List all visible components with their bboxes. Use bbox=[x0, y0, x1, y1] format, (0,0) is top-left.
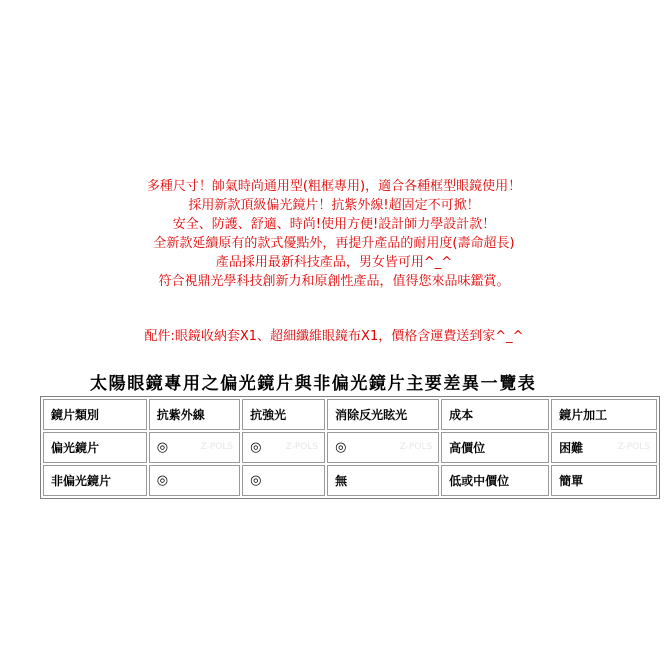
double-circle-mark: ◎ bbox=[250, 473, 262, 488]
cell-glare-resistance bbox=[242, 465, 325, 496]
header-lens-processing: 鏡片加工 bbox=[551, 399, 657, 430]
cell-reflection-removal: 無 bbox=[327, 465, 439, 496]
table-header-row bbox=[43, 399, 657, 430]
table-row bbox=[43, 465, 657, 496]
double-circle-mark: ◎ bbox=[156, 473, 169, 488]
double-circle-mark: ◎ bbox=[156, 440, 169, 455]
header-cost: 成本 bbox=[441, 399, 549, 430]
header-glare-resistance: 抗強光 bbox=[242, 399, 325, 430]
promo-line: 產品採用最新科技產品，男女皆可用^_^ bbox=[215, 255, 453, 270]
cell-reflection-removal bbox=[327, 432, 439, 463]
watermark-text: Z-POLS bbox=[399, 442, 433, 452]
accessories-note: 配件:眼鏡收納套X1、超細纖維眼鏡布X1，價格含運費送到家^_^ bbox=[144, 329, 524, 344]
header-uv-protection: 抗紫外線 bbox=[149, 399, 240, 430]
lens-comparison-table bbox=[40, 396, 660, 499]
cell-lens-type: 偏光鏡片 bbox=[43, 432, 147, 463]
promo-line: 全新款延續原有的款式優點外，再提升產品的耐用度(壽命超長) bbox=[153, 236, 515, 251]
cell-cost: 低或中價位 bbox=[441, 465, 549, 496]
promo-line: 採用新款頂級偏光鏡片！抗紫外線!超固定不可掀！ bbox=[188, 198, 480, 213]
table-row bbox=[43, 432, 657, 463]
watermark-text: Z-POLS bbox=[285, 442, 319, 452]
promo-line: 安全、防護、舒適、時尚!使用方便!設計師力學設計款！ bbox=[172, 217, 496, 232]
promo-line: 符合視鼎光學科技創新力和原創性產品，值得您來品味鑑賞。 bbox=[158, 274, 510, 289]
header-reflection-removal: 消除反光眩光 bbox=[327, 399, 439, 430]
cell-lens-processing: 簡單 bbox=[551, 465, 657, 496]
header-lens-type: 鏡片類別 bbox=[43, 399, 147, 430]
comparison-table-title: 太陽眼鏡專用之偏光鏡片與非偏光鏡片主要差異一覽表 bbox=[90, 374, 537, 394]
watermark-text: Z-POLS bbox=[200, 442, 234, 452]
cell-cost: 高價位 bbox=[441, 432, 549, 463]
cell-uv-protection bbox=[149, 465, 240, 496]
cell-lens-type: 非偏光鏡片 bbox=[43, 465, 147, 496]
double-circle-mark: ◎ bbox=[335, 440, 347, 455]
promo-line: 多種尺寸！帥氣時尚通用型(粗框專用)，適合各種框型眼鏡使用！ bbox=[146, 179, 522, 194]
cell-uv-protection bbox=[149, 432, 240, 463]
cell-glare-resistance bbox=[242, 432, 325, 463]
double-circle-mark: ◎ bbox=[250, 440, 262, 455]
cell-lens-processing bbox=[551, 432, 657, 463]
cell-lens-processing-value: 困難 bbox=[559, 441, 584, 455]
watermark-text: Z-POLS bbox=[617, 442, 650, 452]
promo-text-block bbox=[0, 177, 668, 291]
